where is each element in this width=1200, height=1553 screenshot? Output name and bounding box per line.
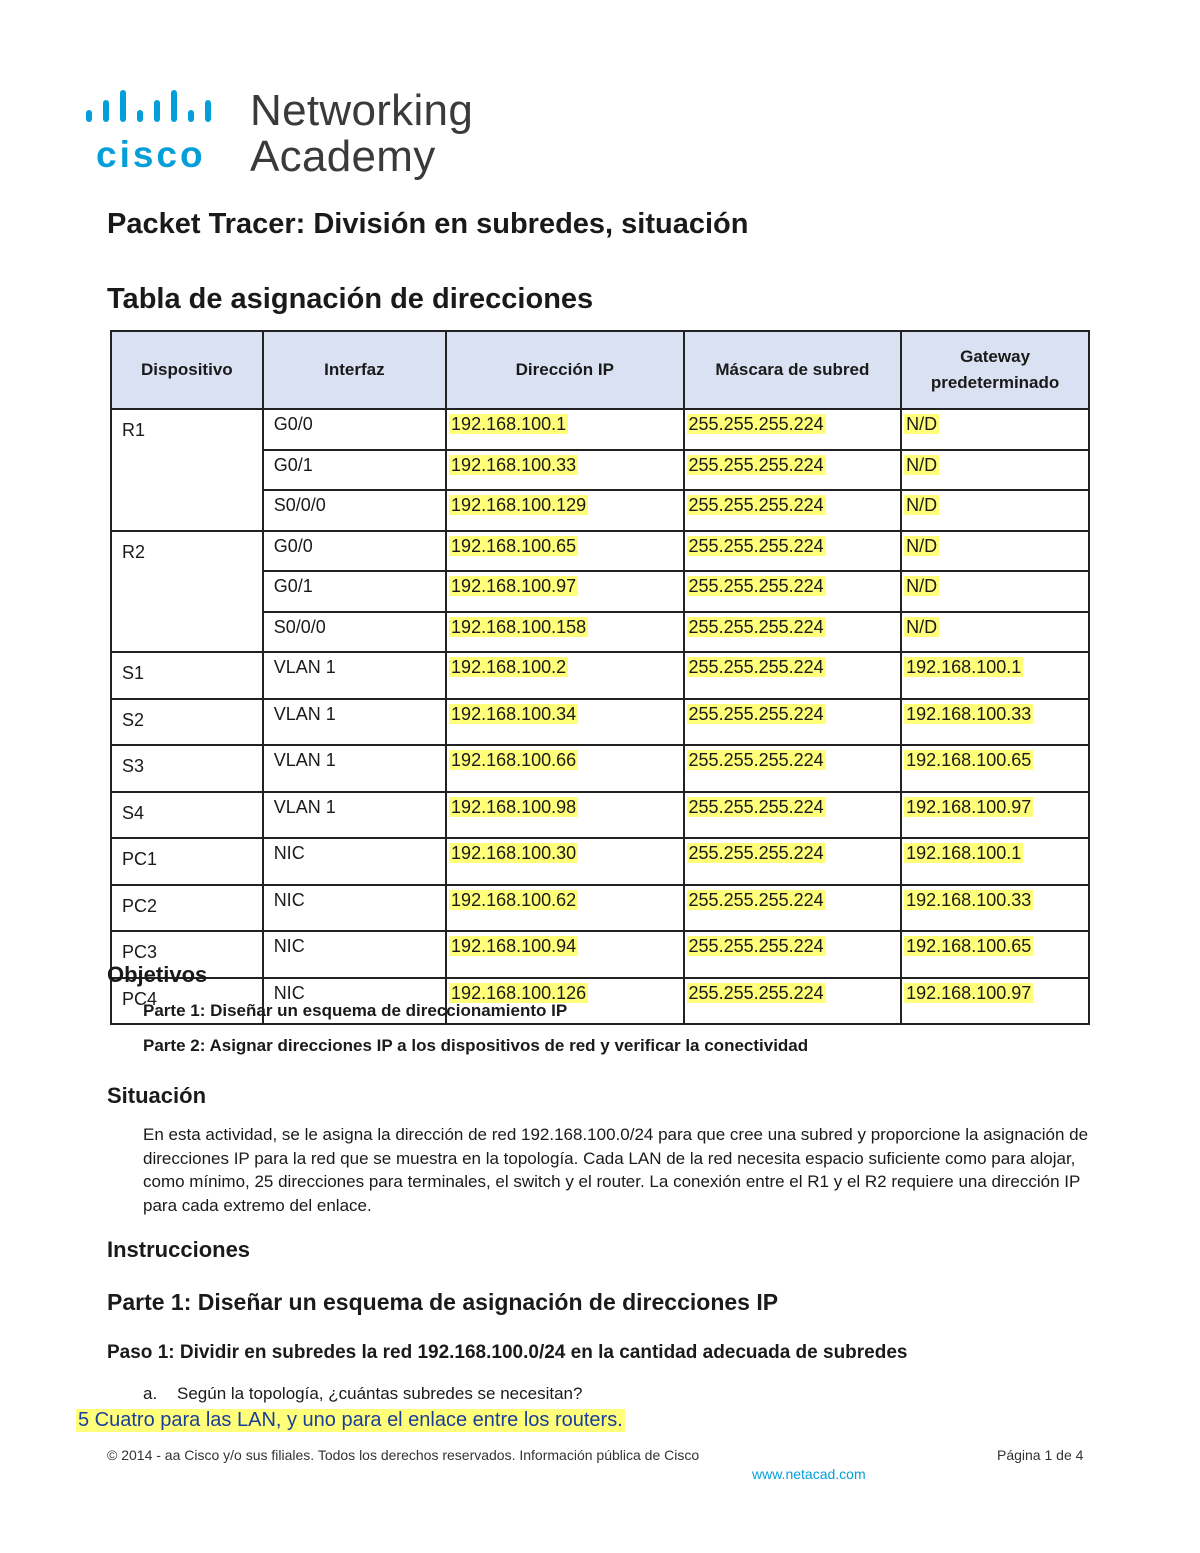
table-row	[111, 531, 1089, 572]
header-device: Dispositivo	[111, 331, 263, 409]
cell-gw	[901, 652, 1089, 699]
cell-mask	[684, 612, 902, 653]
highlighted-ip: 192.168.100.1	[451, 414, 567, 434]
highlighted-gw: 192.168.100.1	[906, 843, 1022, 863]
objectives-heading: Objetivos	[107, 962, 208, 987]
highlighted-ip: 192.168.100.98	[451, 796, 577, 817]
table-row	[111, 931, 1089, 978]
cell-gw	[901, 531, 1089, 572]
table-body	[111, 409, 1089, 1024]
highlighted-ip: 192.168.100.30	[451, 843, 577, 863]
highlighted-ip: 192.168.100.62	[451, 889, 577, 910]
highlighted-gw: 192.168.100.1	[906, 657, 1022, 677]
cell-ip	[446, 409, 683, 450]
question-marker: a.	[143, 1384, 158, 1403]
highlighted-mask: 255.255.255.224	[688, 657, 824, 677]
highlighted-mask: 255.255.255.224	[688, 535, 824, 556]
table-row	[111, 838, 1089, 885]
highlighted-mask: 255.255.255.224	[688, 843, 824, 863]
cell-device: R1	[111, 409, 263, 531]
table-row	[111, 885, 1089, 932]
footer-netacad-link[interactable]: www.netacad.com	[752, 1466, 866, 1482]
cell-device: PC4	[111, 978, 263, 1025]
cell-ip	[446, 652, 683, 699]
page-title: Packet Tracer: División en subredes, situación	[107, 208, 749, 240]
cell-interface: S0/0/0	[263, 612, 446, 653]
table-heading: Tabla de asignación de direcciones	[107, 283, 594, 315]
cell-mask	[684, 931, 902, 978]
highlighted-mask: 255.255.255.224	[688, 796, 824, 817]
cell-ip	[446, 612, 683, 653]
cell-device: PC2	[111, 885, 263, 932]
table-row	[111, 699, 1089, 746]
cell-ip	[446, 450, 683, 491]
highlighted-mask: 255.255.255.224	[688, 616, 824, 637]
cell-gw	[901, 450, 1089, 491]
cell-gw	[901, 571, 1089, 612]
header-ip: Dirección IP	[446, 331, 683, 409]
cell-mask	[684, 745, 902, 792]
highlighted-ip: 192.168.100.2	[451, 657, 567, 677]
highlighted-gw: N/D	[906, 495, 938, 515]
step-1-title: Paso 1: Dividir en subredes la red 192.168.100.0/24 en la cantidad adecuada de subredes	[107, 1342, 908, 1363]
highlighted-ip: 192.168.100.97	[451, 576, 577, 596]
highlighted-ip: 192.168.100.158	[451, 616, 587, 637]
cell-gw	[901, 490, 1089, 531]
cell-gw	[901, 792, 1089, 839]
cell-gw	[901, 838, 1089, 885]
highlighted-ip: 192.168.100.33	[451, 454, 577, 475]
highlighted-gw: N/D	[906, 576, 938, 596]
highlighted-gw: 192.168.100.33	[906, 889, 1032, 910]
highlighted-ip: 192.168.100.34	[451, 703, 577, 724]
cell-ip	[446, 571, 683, 612]
logo-academy: Academy	[250, 132, 436, 181]
cell-ip	[446, 885, 683, 932]
cell-mask	[684, 571, 902, 612]
cell-mask	[684, 699, 902, 746]
highlighted-ip: 192.168.100.66	[451, 750, 577, 770]
cell-ip	[446, 931, 683, 978]
cell-ip	[446, 745, 683, 792]
cell-interface: G0/0	[263, 409, 446, 450]
logo-networking: Networking	[250, 86, 474, 135]
highlighted-mask: 255.255.255.224	[688, 982, 824, 1003]
addressing-table	[110, 330, 1090, 1025]
cell-gw	[901, 745, 1089, 792]
highlighted-gw: N/D	[906, 616, 938, 637]
highlighted-gw: 192.168.100.65	[906, 750, 1032, 770]
cell-gw	[901, 409, 1089, 450]
highlighted-mask: 255.255.255.224	[688, 703, 824, 724]
highlighted-ip: 192.168.100.94	[451, 936, 577, 956]
highlighted-mask: 255.255.255.224	[688, 454, 824, 475]
table-row	[111, 409, 1089, 450]
cell-ip	[446, 531, 683, 572]
cell-interface: S0/0/0	[263, 490, 446, 531]
highlighted-gw: N/D	[906, 535, 938, 556]
cell-device: S2	[111, 699, 263, 746]
question-a	[143, 1384, 582, 1404]
highlighted-gw: N/D	[906, 454, 938, 475]
cell-ip	[446, 490, 683, 531]
cell-ip	[446, 792, 683, 839]
cell-mask	[684, 978, 902, 1025]
highlighted-gw: 192.168.100.97	[906, 796, 1032, 817]
cell-device: S3	[111, 745, 263, 792]
cisco-bars-icon	[86, 88, 236, 128]
highlighted-gw: 192.168.100.33	[906, 703, 1032, 724]
header-interface: Interfaz	[263, 331, 446, 409]
cell-mask	[684, 490, 902, 531]
cell-mask	[684, 531, 902, 572]
cell-mask	[684, 838, 902, 885]
cell-device: S4	[111, 792, 263, 839]
table-row	[111, 792, 1089, 839]
highlighted-ip: 192.168.100.129	[451, 495, 587, 515]
cell-interface: G0/0	[263, 531, 446, 572]
networking-academy-logo	[86, 86, 474, 181]
cell-interface: NIC	[263, 978, 446, 1025]
cell-mask	[684, 885, 902, 932]
table-row	[111, 652, 1089, 699]
part-1-title: Parte 1: Diseñar un esquema de asignación de direcciones IP	[107, 1289, 779, 1315]
cell-device: PC3	[111, 931, 263, 978]
cell-gw	[901, 885, 1089, 932]
cell-device: R2	[111, 531, 263, 653]
cell-gw	[901, 978, 1089, 1025]
cell-interface: NIC	[263, 885, 446, 932]
situation-heading: Situación	[107, 1083, 207, 1108]
cell-interface: G0/1	[263, 450, 446, 491]
answer-highlight: 5 Cuatro para las LAN, y uno para el enlace entre los routers.	[78, 1409, 623, 1431]
table-row	[111, 745, 1089, 792]
highlighted-mask: 255.255.255.224	[688, 576, 824, 596]
footer-copyright: © 2014 - aa Cisco y/o sus filiales. Todos los derechos reservados. Información pública de Cisco	[107, 1447, 700, 1463]
cell-mask	[684, 792, 902, 839]
cell-device: PC1	[111, 838, 263, 885]
header-gateway: Gateway predeterminado	[901, 331, 1089, 409]
cell-mask	[684, 450, 902, 491]
situation-text: En esta actividad, se le asigna la dirección de red 192.168.100.0/24 para que cree una subred y proporcione la asignación de direcciones IP para la red que se muestra en la topología. Cada LAN de la red necesita espacio suficiente como para alojar, como mínimo, 25 direcciones para terminales, el switch y el router. La conexión entre el R1 y el R2 requiere una dirección IP para cada extremo del enlace.	[143, 1125, 1089, 1215]
objective-part-1: Parte 1: Diseñar un esquema de direccionamiento IP	[143, 1001, 568, 1020]
objective-part-2: Parte 2: Asignar direcciones IP a los dispositivos de red y verificar la conectividad	[143, 1036, 809, 1055]
highlighted-gw: N/D	[906, 414, 938, 434]
cell-gw	[901, 931, 1089, 978]
highlighted-mask: 255.255.255.224	[688, 414, 824, 434]
cell-interface: VLAN 1	[263, 699, 446, 746]
cell-mask	[684, 652, 902, 699]
question-text: Según la topología, ¿cuántas subredes se necesitan?	[177, 1384, 583, 1403]
highlighted-mask: 255.255.255.224	[688, 495, 824, 515]
cell-ip	[446, 838, 683, 885]
highlighted-mask: 255.255.255.224	[688, 889, 824, 910]
table-header-row	[111, 331, 1089, 409]
highlighted-gw: 192.168.100.65	[906, 936, 1032, 956]
cell-interface: VLAN 1	[263, 652, 446, 699]
footer-page-number: Página 1 de 4	[997, 1447, 1084, 1463]
cell-gw	[901, 612, 1089, 653]
highlighted-ip: 192.168.100.65	[451, 535, 577, 556]
cell-interface: NIC	[263, 838, 446, 885]
highlighted-gw: 192.168.100.97	[906, 982, 1032, 1003]
cell-device: S1	[111, 652, 263, 699]
cell-ip	[446, 699, 683, 746]
cell-interface: G0/1	[263, 571, 446, 612]
cell-interface: NIC	[263, 931, 446, 978]
cisco-wordmark: cisco	[96, 134, 206, 175]
cell-mask	[684, 409, 902, 450]
highlighted-mask: 255.255.255.224	[688, 750, 824, 770]
cell-interface: VLAN 1	[263, 792, 446, 839]
highlighted-mask: 255.255.255.224	[688, 936, 824, 956]
cell-gw	[901, 699, 1089, 746]
cell-interface: VLAN 1	[263, 745, 446, 792]
highlighted-ip: 192.168.100.126	[451, 982, 587, 1003]
header-mask: Máscara de subred	[684, 331, 902, 409]
instructions-heading: Instrucciones	[107, 1237, 251, 1262]
